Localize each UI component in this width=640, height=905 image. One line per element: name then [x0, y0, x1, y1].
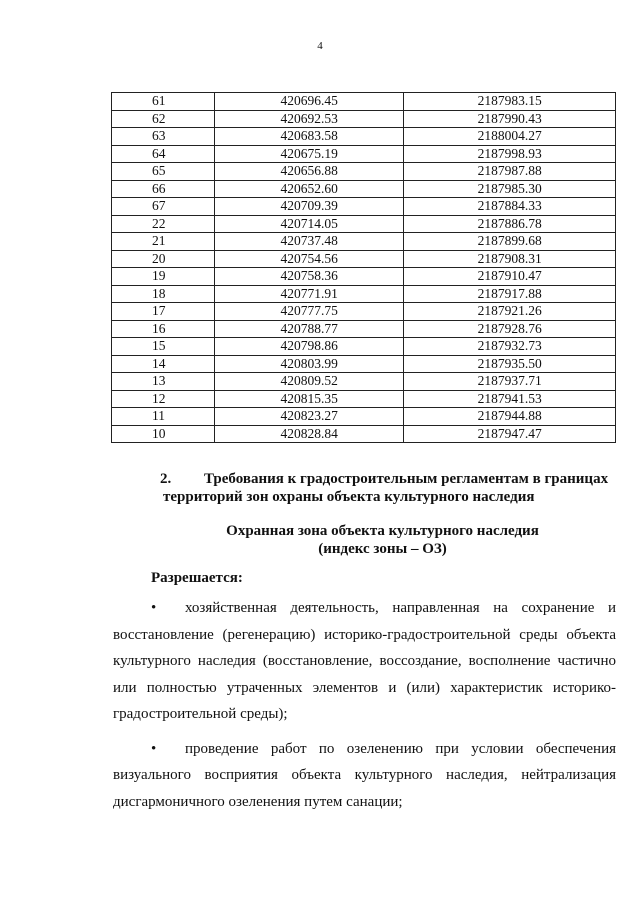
point-number-cell: 15	[112, 338, 215, 356]
y-coordinate-cell: 2188004.27	[404, 128, 616, 146]
x-coordinate-cell: 420714.05	[214, 215, 404, 233]
point-number-cell: 67	[112, 198, 215, 216]
x-coordinate-cell: 420771.91	[214, 285, 404, 303]
page-number: 4	[317, 40, 323, 52]
point-number-cell: 16	[112, 320, 215, 338]
y-coordinate-cell: 2187886.78	[404, 215, 616, 233]
point-number-cell: 20	[112, 250, 215, 268]
bullet-marker: •	[151, 740, 157, 757]
x-coordinate-cell: 420788.77	[214, 320, 404, 338]
y-coordinate-cell: 2187990.43	[404, 110, 616, 128]
x-coordinate-cell: 420652.60	[214, 180, 404, 198]
table-row	[112, 390, 616, 408]
point-number-cell: 63	[112, 128, 215, 146]
y-coordinate-cell: 2187899.68	[404, 233, 616, 251]
y-coordinate-cell: 2187987.88	[404, 163, 616, 181]
bullet-list	[113, 595, 616, 823]
table-row	[112, 303, 616, 321]
y-coordinate-cell: 2187932.73	[404, 338, 616, 356]
table-row	[112, 128, 616, 146]
point-number-cell: 66	[112, 180, 215, 198]
table-row	[112, 250, 616, 268]
table-row	[112, 338, 616, 356]
zone-title	[0, 522, 640, 558]
x-coordinate-cell: 420754.56	[214, 250, 404, 268]
x-coordinate-cell: 420683.58	[214, 128, 404, 146]
table-row	[112, 180, 616, 198]
point-number-cell: 62	[112, 110, 215, 128]
table-row	[112, 285, 616, 303]
x-coordinate-cell: 420656.88	[214, 163, 404, 181]
bullet-text: проведение работ по озеленению при условии обеспечения визуального восприятия объекта культурного наследия, нейтрализация дисгармоничного озеленения путем санации;	[113, 740, 616, 810]
y-coordinate-cell: 2187944.88	[404, 408, 616, 426]
section-heading	[160, 470, 612, 506]
y-coordinate-cell: 2187983.15	[404, 93, 616, 111]
x-coordinate-cell: 420798.86	[214, 338, 404, 356]
table-row	[112, 145, 616, 163]
table-row	[112, 320, 616, 338]
x-coordinate-cell: 420675.19	[214, 145, 404, 163]
bullet-marker: •	[151, 600, 157, 616]
x-coordinate-cell: 420737.48	[214, 233, 404, 251]
table-row	[112, 198, 616, 216]
x-coordinate-cell: 420815.35	[214, 390, 404, 408]
point-number-cell: 21	[112, 233, 215, 251]
point-number-cell: 11	[112, 408, 215, 426]
y-coordinate-cell: 2187921.26	[404, 303, 616, 321]
y-coordinate-cell: 2187947.47	[404, 425, 616, 443]
x-coordinate-cell: 420777.75	[214, 303, 404, 321]
y-coordinate-cell: 2187917.88	[404, 285, 616, 303]
table-row	[112, 110, 616, 128]
section-title-line1: Требования к градостроительным регламентам в границах	[204, 471, 609, 487]
coordinates-table	[111, 92, 616, 443]
y-coordinate-cell: 2187884.33	[404, 198, 616, 216]
x-coordinate-cell: 420803.99	[214, 355, 404, 373]
point-number-cell: 65	[112, 163, 215, 181]
y-coordinate-cell: 2187941.53	[404, 390, 616, 408]
point-number-cell: 14	[112, 355, 215, 373]
table-row	[112, 408, 616, 426]
table-row	[112, 233, 616, 251]
allowed-label: Разрешается:	[151, 570, 243, 586]
table-row	[112, 355, 616, 373]
point-number-cell: 17	[112, 303, 215, 321]
y-coordinate-cell: 2187998.93	[404, 145, 616, 163]
bullet-text: хозяйственная деятельность, направленная на сохранение и восстановление (регенерацию) историко-градостроительной среды объекта культурного наследия (восстановление, воссоздание, восполнение частично или полностью утраченных элементов и (или) характеристик историко-градостроительной среды);	[113, 600, 616, 722]
point-number-cell: 22	[112, 215, 215, 233]
table-row	[112, 373, 616, 391]
zone-title-line1: Охранная зона объекта культурного наследия	[226, 523, 539, 539]
x-coordinate-cell: 420809.52	[214, 373, 404, 391]
x-coordinate-cell: 420709.39	[214, 198, 404, 216]
table-row	[112, 425, 616, 443]
bullet-item	[113, 595, 616, 728]
table-row	[112, 268, 616, 286]
x-coordinate-cell: 420823.27	[214, 408, 404, 426]
point-number-cell: 61	[112, 93, 215, 111]
x-coordinate-cell: 420758.36	[214, 268, 404, 286]
y-coordinate-cell: 2187908.31	[404, 250, 616, 268]
point-number-cell: 19	[112, 268, 215, 286]
y-coordinate-cell: 2187935.50	[404, 355, 616, 373]
point-number-cell: 12	[112, 390, 215, 408]
y-coordinate-cell: 2187910.47	[404, 268, 616, 286]
table-row	[112, 215, 616, 233]
bullet-item	[113, 736, 616, 816]
x-coordinate-cell: 420696.45	[214, 93, 404, 111]
table-row	[112, 93, 616, 111]
y-coordinate-cell: 2187937.71	[404, 373, 616, 391]
section-title-line2: территорий зон охраны объекта культурного наследия	[163, 489, 535, 505]
point-number-cell: 64	[112, 145, 215, 163]
zone-title-line2: (индекс зоны – ОЗ)	[318, 541, 447, 557]
y-coordinate-cell: 2187928.76	[404, 320, 616, 338]
y-coordinate-cell: 2187985.30	[404, 180, 616, 198]
section-number: 2.	[160, 471, 172, 487]
x-coordinate-cell: 420828.84	[214, 425, 404, 443]
x-coordinate-cell: 420692.53	[214, 110, 404, 128]
table-row	[112, 163, 616, 181]
point-number-cell: 18	[112, 285, 215, 303]
point-number-cell: 10	[112, 425, 215, 443]
coordinates-table-body	[112, 93, 616, 443]
point-number-cell: 13	[112, 373, 215, 391]
